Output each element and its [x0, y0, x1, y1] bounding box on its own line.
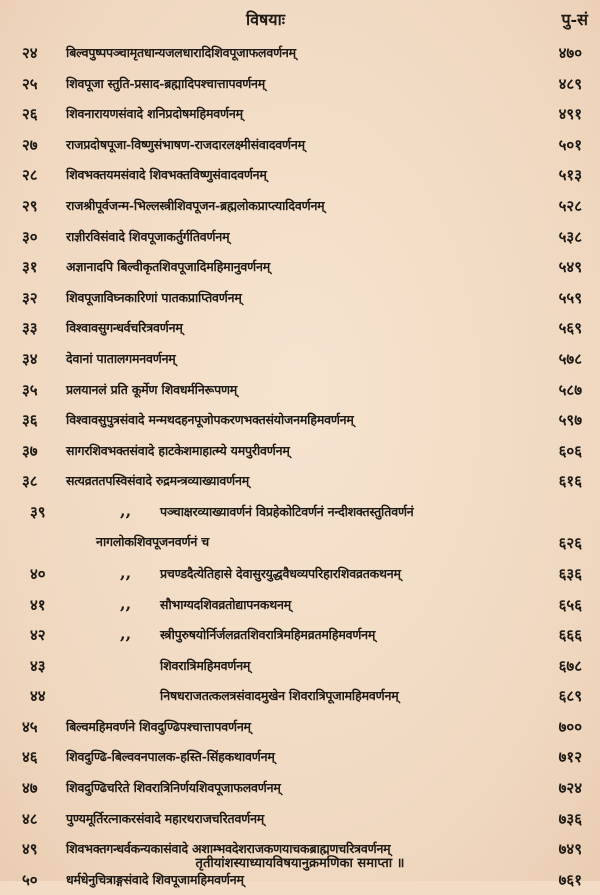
contents-row [0, 344, 600, 375]
footer-line [0, 852, 600, 871]
contents-row [0, 283, 600, 314]
chapter-number: ३० [22, 227, 38, 246]
chapter-title: शिवनारायणसंवादे शनिप्रदोषमहिमवर्णनम् [66, 106, 243, 122]
contents-row [0, 130, 600, 161]
chapter-title: सौभाग्यदशिवव्रतोद्यापनकथनम् [160, 596, 292, 612]
page-number: ५४९ [558, 258, 582, 277]
page-number: ५२८ [558, 196, 582, 215]
ditto-mark: ,, [120, 624, 132, 644]
chapter-title: अज्ञानादपि बिल्वीकृतशिवपूजादिमहिमानुवर्णनम् [66, 259, 271, 275]
chapter-title: सत्यव्रततपस्विसंवादे रुद्रमन्त्रव्याख्यावर्णनम् [66, 473, 250, 489]
chapter-number: ४० [30, 564, 46, 583]
chapter-title: सागरशिवभक्तसंवादे हाटकेशमाहात्म्ये यमपुरीवर्णनम् [66, 442, 290, 458]
subjects-heading: विषयाः [246, 10, 285, 29]
contents-row [0, 497, 600, 559]
page-number: ७६१ [558, 870, 582, 889]
contents-row [0, 252, 600, 283]
footer-text: तृतीयांशस्याध्यायविषयानुक्रमणिका समाप्ता ॥ [195, 856, 405, 871]
chapter-number: २८ [22, 166, 38, 185]
chapter-title: स्त्रीपुरुषयोर्निर्जलव्रतशिवरात्रिमहिमव्रतमहिमवर्णनम् [160, 627, 376, 643]
page-number: ६०६ [558, 441, 582, 460]
page-number: ५७८ [558, 349, 582, 368]
chapter-number: ४४ [30, 687, 46, 706]
chapter-title: देवानां पातालगमनवर्णनम् [66, 350, 176, 366]
chapter-number: ४१ [30, 595, 46, 614]
contents-row [0, 651, 600, 682]
table-header [0, 8, 600, 36]
chapter-number: ३३ [22, 319, 38, 338]
contents-row [0, 375, 600, 406]
chapter-title: शिवपूजाविघ्नकारिणां पातकप्राप्तिवर्णनम् [66, 289, 242, 305]
contents-row [0, 742, 600, 773]
chapter-title: बिल्वमहिमवर्णने शिवदुण्ढिपश्चात्तापवर्णनम् [66, 718, 251, 734]
page-number: ७३६ [558, 809, 582, 828]
chapter-number: २५ [22, 74, 38, 93]
chapter-title: शिवभक्तगन्धर्वकन्यकासंवादे अशाम्भवदेशराजकणयाचकब्राह्मणचरित्रवर्णनम् [66, 841, 391, 857]
contents-row [0, 804, 600, 835]
chapter-number: ३८ [22, 472, 38, 491]
contents-row [0, 99, 600, 130]
page-number: ६६६ [558, 626, 582, 645]
chapter-number: ४५ [22, 717, 38, 736]
contents-row [0, 38, 600, 69]
page-number-heading: पु-सं [561, 10, 588, 29]
chapter-title-continued: नागलोकशिवपूजनवर्णनं च [96, 533, 209, 549]
chapter-title: पुण्यमूर्तिरत्नाकरसंवादे महारथराजचरितवर्णनम् [66, 810, 265, 826]
page-number: ७४९ [558, 840, 582, 859]
page-number: ६२६ [558, 533, 582, 552]
chapter-number: २६ [22, 105, 38, 124]
contents-list [0, 38, 600, 895]
chapter-title: विश्वावसुगन्धर्वचरित्रवर्णनम् [66, 320, 183, 336]
contents-row [0, 436, 600, 467]
chapter-number: ३२ [22, 288, 38, 307]
chapter-title: प्रचण्डदैत्येतिहासे देवासुरयुद्धवैधव्यपरिहारशिवव्रतकथनम् [160, 565, 401, 581]
page-number: ४७० [558, 44, 582, 62]
chapter-number: ३९ [30, 502, 46, 521]
contents-row [0, 222, 600, 253]
page-number: ७१२ [558, 748, 582, 767]
contents-row [0, 559, 600, 590]
chapter-title: शिवभक्तयमसंवादे शिवभक्तविष्णुसंवादवर्णनम् [66, 167, 267, 183]
chapter-title: निषधराजतत्कलत्रसंवादमुखेन शिवरात्रिपूजामहिमवर्णनम् [160, 688, 399, 704]
contents-row [0, 590, 600, 621]
page-number: ५५९ [558, 288, 582, 307]
chapter-title: बिल्वपुष्पपञ्चामृतधान्यजलधारादिशिवपूजाफलवर्णनम् [66, 45, 296, 60]
contents-row [0, 405, 600, 436]
chapter-number: ४३ [30, 656, 46, 675]
ditto-mark: ,, [120, 593, 132, 613]
chapter-title: शिवपूजा स्तुति-प्रसाद-ब्रह्मादिपश्चात्तापवर्णनम् [66, 75, 266, 91]
chapter-number: ३१ [22, 258, 38, 277]
page-number: ७०० [558, 717, 582, 736]
chapter-title: राज्ञीरविसंवादे शिवपूजाकर्तुर्गतिवर्णनम् [66, 228, 230, 244]
contents-row [0, 466, 600, 497]
chapter-number: ५० [22, 870, 38, 889]
chapter-title: पञ्चाक्षरव्याख्यावर्णनं विप्रहेकोटिवर्णनं नन्दीशक्तस्तुतिवर्णनं [160, 503, 414, 519]
chapter-title: शिवदुण्ढिचरिते शिवरात्रिनिर्णयशिवपूजाफलवर्णनम् [66, 780, 281, 796]
chapter-number: ३७ [22, 441, 38, 460]
chapter-number: ३४ [22, 349, 38, 368]
page-number: ६८९ [558, 687, 582, 706]
page-number: ७२४ [558, 779, 582, 798]
chapter-title: शिवरात्रिमहिमवर्णनम् [160, 657, 251, 673]
chapter-title: राजप्रदोषपूजा-विष्णुसंभाषण-राजदारलक्ष्मीसंवादवर्णनम् [66, 136, 305, 152]
chapter-title: राजश्रीपूर्वजन्म-भिल्लस्त्रीशिवपूजन-ब्रह्मलोकप्राप्त्यादिवर्णनम् [66, 197, 325, 213]
chapter-title: शिवदुण्ढि-बिल्ववनपालक-हस्ति-सिंहकथावर्णनम् [66, 749, 275, 765]
page-number: ५१३ [558, 166, 582, 185]
contents-row [0, 773, 600, 804]
chapter-number: ४९ [22, 840, 38, 859]
page-number: ६१६ [558, 472, 582, 491]
chapter-number: २७ [22, 135, 38, 154]
contents-row [0, 620, 600, 651]
page-number: ६३६ [558, 564, 582, 583]
ditto-mark: ,, [120, 500, 132, 520]
chapter-number: २४ [22, 44, 38, 62]
page-number: ६७८ [558, 656, 582, 675]
contents-row [0, 681, 600, 712]
chapter-number: ४७ [22, 779, 38, 798]
page-number: ५९७ [558, 411, 582, 430]
chapter-number: ४८ [22, 809, 38, 828]
chapter-number: ४६ [22, 748, 38, 767]
page-number: ५६९ [558, 319, 582, 338]
chapter-title: धर्मधेनुचित्राङ्गसंवादे शिवपूजामहिमवर्णनम् [66, 871, 244, 887]
page-number: ४९१ [558, 105, 582, 124]
chapter-number: ३५ [22, 380, 38, 399]
chapter-number: ३६ [22, 411, 38, 430]
contents-row [0, 313, 600, 344]
chapter-number: २९ [22, 196, 38, 215]
page-number: ४८९ [558, 74, 582, 93]
page-number: ५०१ [558, 135, 582, 154]
chapter-number: ४२ [30, 626, 46, 645]
page-number: ६५६ [558, 595, 582, 614]
page-number: ५३८ [558, 227, 582, 246]
contents-row [0, 712, 600, 743]
ditto-mark: ,, [120, 562, 132, 582]
chapter-title: प्रलयानलं प्रति कूर्मेण शिवधर्मनिरूपणम् [66, 381, 238, 397]
contents-row [0, 160, 600, 191]
chapter-title: विश्वावसुपुत्रसंवादे मन्मथदहनपूजोपकरणभक्तसंयोजनमहिमवर्णनम् [66, 412, 354, 428]
contents-row [0, 191, 600, 222]
contents-row [0, 69, 600, 100]
page-number: ५८७ [558, 380, 582, 399]
